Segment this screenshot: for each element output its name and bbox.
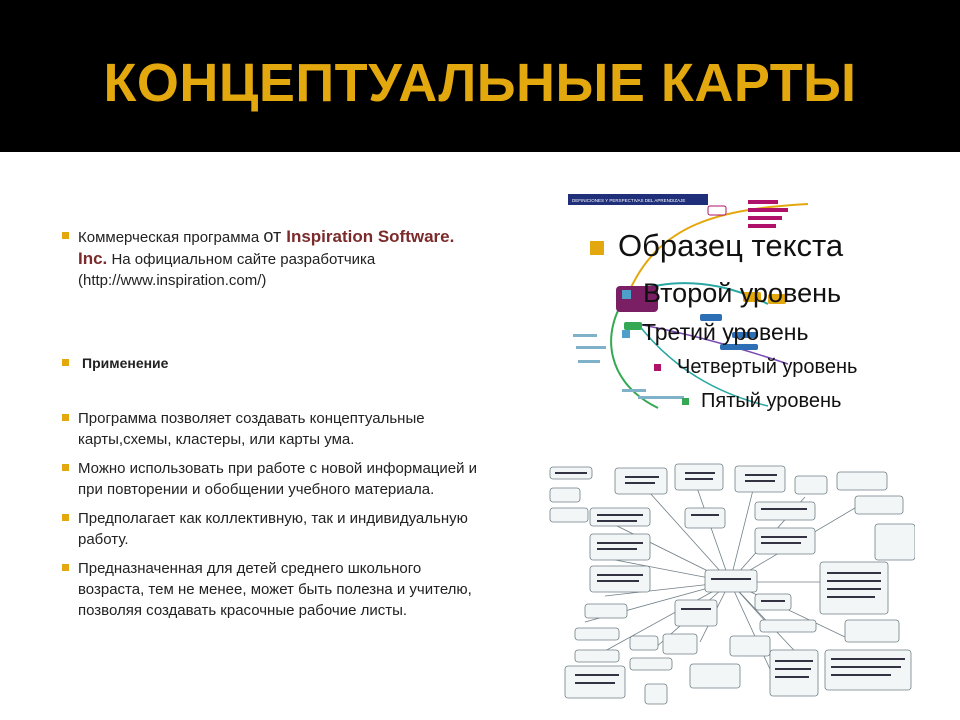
bullet-4 xyxy=(62,558,482,621)
spacer xyxy=(62,382,482,408)
concept-map-image-bottom xyxy=(545,462,915,710)
intro-text-b: от xyxy=(263,226,287,246)
section-heading: Применение xyxy=(82,355,169,371)
bullet-marker xyxy=(62,359,69,366)
bullet-text: Можно использовать при работе с новой информацией и при повторении и обобщении учебного материала. xyxy=(78,460,478,498)
company-name: Inspiration Software. Inc. xyxy=(78,227,455,268)
placeholder-level-5: Пятый уровень xyxy=(682,390,841,413)
intro-text-d: На официальном сайте разработчика (http://www.inspiration.com/) xyxy=(78,251,376,289)
bullet-marker xyxy=(62,414,69,421)
intro-bullet xyxy=(62,226,482,291)
intro-text-a: Коммерческая программа xyxy=(78,229,264,246)
bullet-marker xyxy=(682,398,689,405)
bullet-3 xyxy=(62,508,482,550)
bullet-text: Предназначенная для детей среднего школьного возраста, тем не менее, может быть полезна и учителю, позволяя создавать красочные рабочие листы. xyxy=(78,560,472,619)
bullet-text: Программа позволяет создавать концептуальные карты,схемы, кластеры, или карты ума. xyxy=(78,410,425,448)
bullet-marker xyxy=(62,464,69,471)
placeholder-level-2: Второй уровень xyxy=(622,278,841,309)
bullet-1 xyxy=(62,408,482,450)
placeholder-level-4: Четвертый уровень xyxy=(654,356,857,379)
spacer xyxy=(62,299,482,353)
slide-title: КОНЦЕПТУАЛЬНЫЕ КАРТЫ xyxy=(103,53,857,113)
bullet-marker xyxy=(590,241,604,255)
placeholder-level-1: Образец текста xyxy=(590,228,843,264)
heading-bullet xyxy=(62,353,482,374)
bullet-marker xyxy=(62,232,69,239)
bullet-2 xyxy=(62,458,482,500)
title-bar xyxy=(0,0,960,152)
bullet-marker xyxy=(654,364,661,371)
bullet-marker xyxy=(62,564,69,571)
bullet-marker xyxy=(62,514,69,521)
left-text-column xyxy=(62,226,482,629)
bullet-marker xyxy=(622,290,631,299)
placeholder-level-3: Третий уровень xyxy=(622,319,808,346)
bullet-text: Предполагает как коллективную, так и индивидуальную работу. xyxy=(78,510,468,548)
map-header: DEFINICIONES Y PERSPECTIVAS DEL APRENDIZAJE xyxy=(572,198,686,203)
bullet-marker xyxy=(622,330,630,338)
